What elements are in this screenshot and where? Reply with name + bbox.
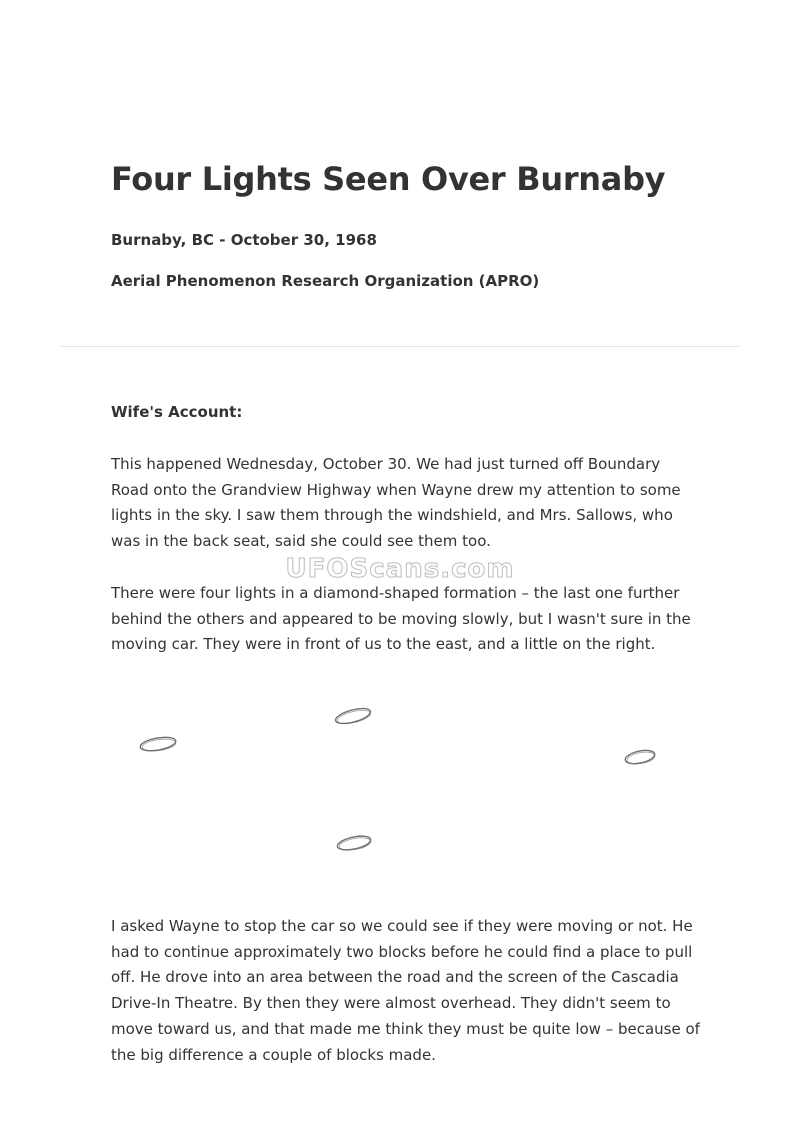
light-sketch-left bbox=[139, 735, 177, 753]
paragraph-3: I asked Wayne to stop the car so we could see if they were moving or not. He had to continue approximately two blocks before he could find a place to pull off. He drove into an area between the road and the screen of the Cascadia Drive-In Theatre. By then they were almost overhead. They didn't seem to move toward us, and that made me think they must be quite low – because of the big difference a couple of blocks made. bbox=[111, 917, 700, 1064]
light-sketch-top bbox=[334, 706, 372, 727]
watermark: UFOScans.com bbox=[285, 554, 515, 584]
section-heading: Wife's Account: bbox=[111, 403, 243, 421]
location-date: Burnaby, BC - October 30, 1968 bbox=[111, 231, 377, 249]
organization: Aerial Phenomenon Research Organization (APRO) bbox=[111, 272, 540, 290]
light-sketch-bottom bbox=[336, 834, 372, 853]
paragraph-2: There were four lights in a diamond-shaped formation – the last one further behind the others and appeared to be moving slowly, but I wasn't sure in the moving car. They were in front of us to the east, and a little on the right. bbox=[111, 584, 691, 654]
page-title: Four Lights Seen Over Burnaby bbox=[111, 160, 666, 198]
section-divider bbox=[60, 346, 740, 347]
lights-sketch bbox=[100, 690, 700, 870]
light-sketch-right bbox=[624, 748, 656, 766]
paragraph-1: This happened Wednesday, October 30. We had just turned off Boundary Road onto the Grandview Highway when Wayne drew my attention to some lights in the sky. I saw them through the windshield, and Mrs. Sallows, who was in the back seat, said she could see them too. bbox=[111, 455, 681, 551]
